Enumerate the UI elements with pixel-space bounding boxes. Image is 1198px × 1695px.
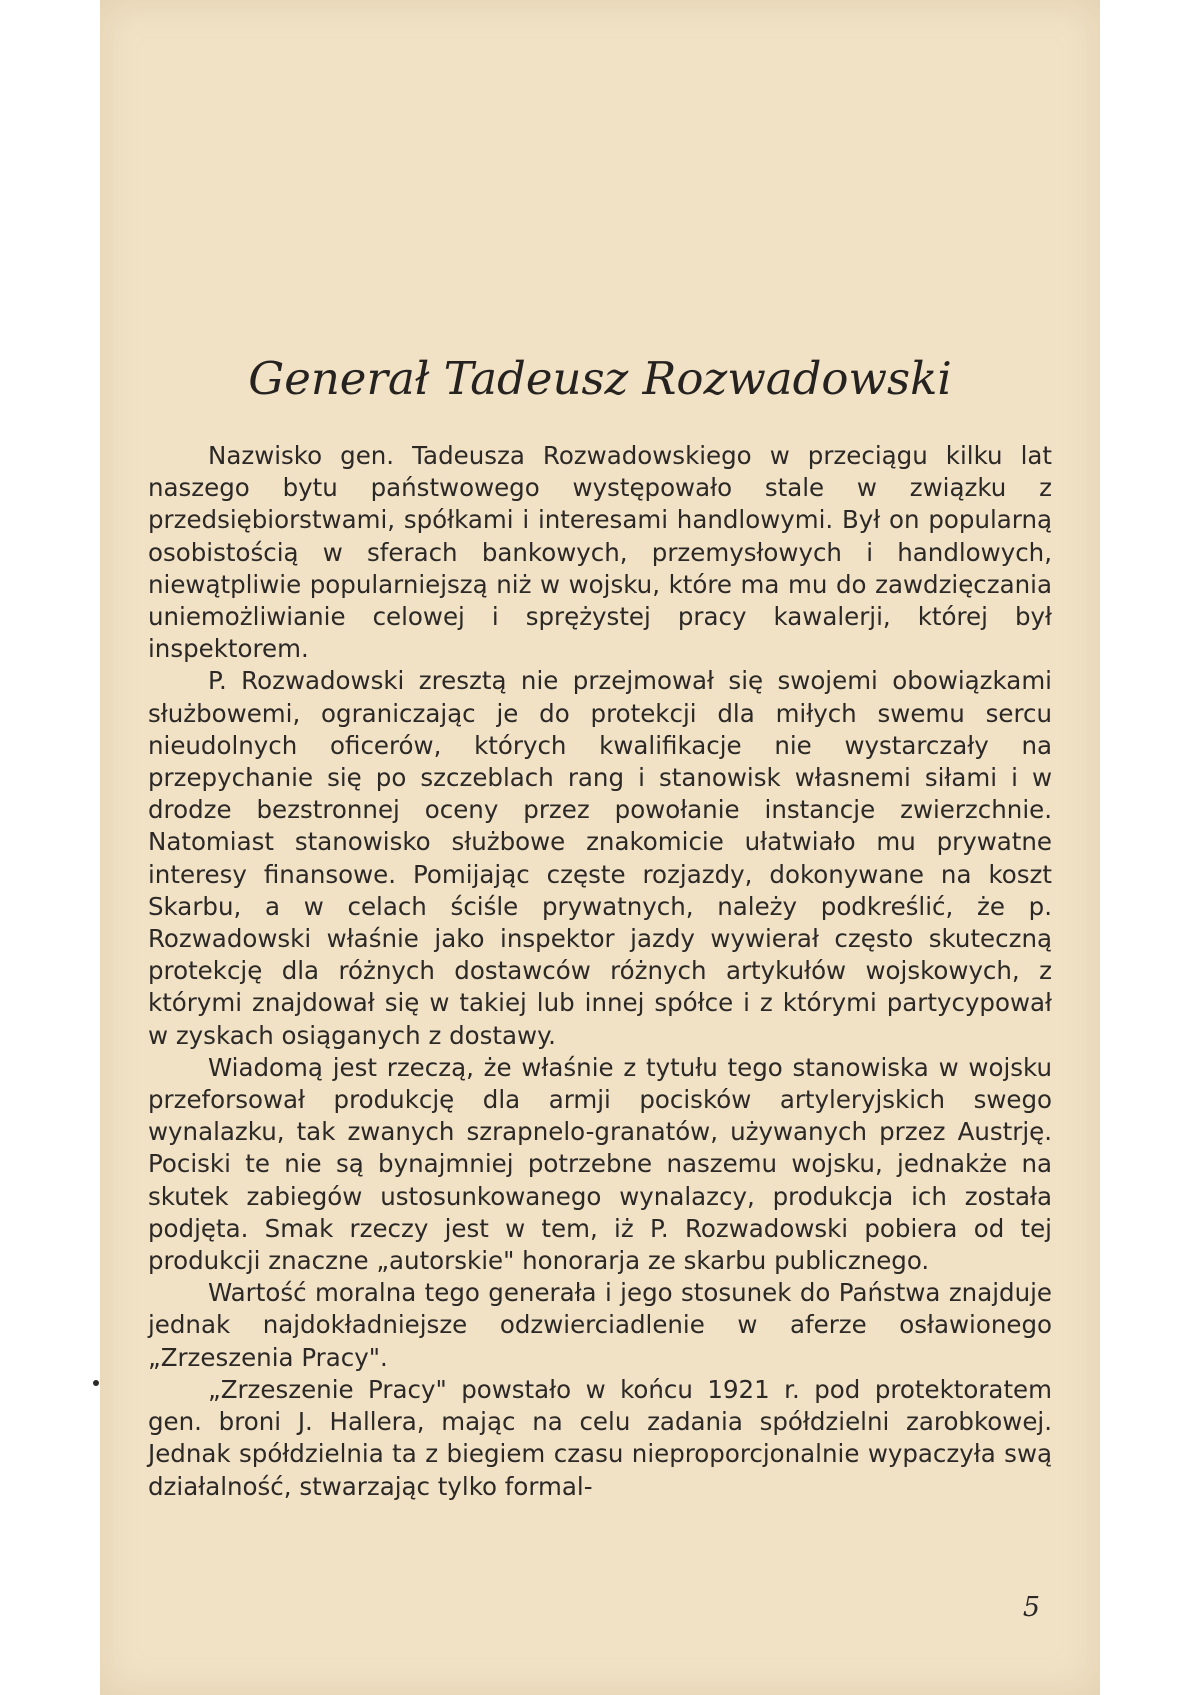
print-speck bbox=[93, 1380, 99, 1386]
paragraph: Wartość moralna tego generała i jego stosunek do Państwa znajduje jednak najdokładniejsze odzwierciadlenie w aferze osławionego „Zrzeszenia Pracy". bbox=[148, 1278, 1052, 1372]
paragraph: „Zrzeszenie Pracy" powstało w końcu 1921 r. pod protektoratem gen. broni J. Hallera, mając na celu zadania spółdzielni zarobkowej. Jednak spółdzielnia ta z biegiem czasu nieproporcjonalnie wypaczyła swą działalność, stwarzając tylko formal- bbox=[148, 1374, 1052, 1501]
book-page bbox=[100, 0, 1100, 1695]
paragraph: Wiadomą jest rzeczą, że właśnie z tytułu tego stanowiska w wojsku przeforsował produkcję dla armji pocisków artyleryjskich swego wynalazku, tak zwanych szrapnelo-granatów, używanych przez Austrję. Pociski te nie są bynajmniej potrzebne naszemu wojsku, jednakże na skutek zabiegów ustosunkowanego wynalazcy, produkcja ich została podjęta. Smak rzeczy jest w tem, iż P. Rozwadowski pobiera od tej produkcji znaczne „autorskie" honorarja ze skarbu publicznego. bbox=[148, 1052, 1052, 1276]
paragraph: P. Rozwadowski zresztą nie przejmował się swojemi obowiązkami służbowemi, ograniczając je do protekcji dla miłych swemu sercu nieudolnych oficerów, których kwalifikacje nie wystarczały na przepychanie się po szczeblach rang i stanowisk własnemi siłami i w drodze bezstronnej oceny przez powołanie instancje zwierzchnie. Natomiast stanowisko służbowe znakomicie ułatwiało mu prywatne interesy finansowe. Pomijając częste rozjazdy, dokonywane na koszt Skarbu, a w celach ściśle prywatnych, należy podkreślić, że p. Rozwadowski właśnie jako inspektor jazdy wywierał często skuteczną protekcję dla różnych dostawców różnych artykułów wojskowych, z którymi znajdował się w takiej lub innej spółce i z którymi partycypował w zyskach osiąganych z dostawy. bbox=[148, 666, 1052, 1050]
chapter-title: Generał Tadeusz Rozwadowski bbox=[248, 352, 952, 405]
chapter-body bbox=[148, 440, 1052, 1503]
page-number: 5 bbox=[1022, 1592, 1040, 1623]
paragraph: Nazwisko gen. Tadeusza Rozwadowskiego w przeciągu kilku lat naszego bytu państwowego występowało stale w związku z przedsiębiorstwami, spółkami i interesami handlowymi. Był on popularną osobistością w sferach bankowych, przemysłowych i handlowych, niewątpliwie popularniejszą niż w wojsku, które ma mu do zawdzięczania uniemożliwianie celowej i sprężystej pracy kawalerji, której był inspektorem. bbox=[148, 441, 1052, 664]
